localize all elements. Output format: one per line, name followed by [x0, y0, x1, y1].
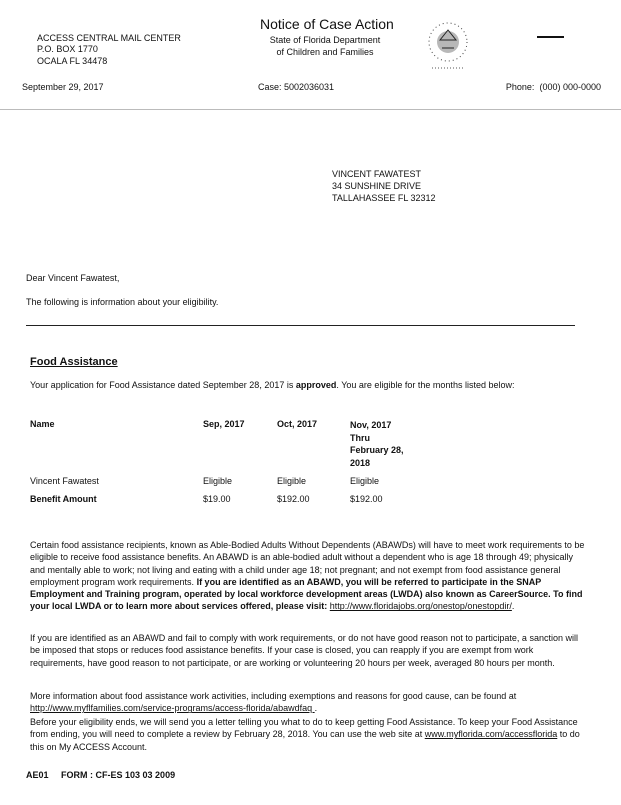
cell-value: $192.00	[277, 494, 310, 504]
state-seal-icon	[426, 20, 470, 72]
cell-value: $192.00	[350, 494, 383, 504]
floridajobs-link[interactable]: http://www.floridajobs.org/onestop/onestopdir/	[329, 601, 512, 612]
recipient-line: 34 SUNSHINE DRIVE	[332, 181, 422, 191]
approval-status: approved	[295, 380, 337, 390]
abawd-text: Certain food assistance recipients, known as Able-Bodied Adults Without Dependents (ABAWDs) will have to meet work requirements to be eligible to receive food assistance benefits. An ABAWD is an able-bodied adult without a dependent who is age 18 through 49; physically and mentally able to work; not living and eating with a child under age 18; not pregnant; and not exempt from food assistance general employment program work requirements.	[30, 540, 585, 587]
cell-name: Benefit Amount	[30, 494, 97, 504]
col-header-sep: Sep, 2017	[203, 419, 245, 429]
phone-number: (000) 000-0000	[539, 82, 601, 92]
col-header-oct: Oct, 2017	[277, 419, 318, 429]
notice-date: September 29, 2017	[22, 82, 104, 92]
abawd-end: .	[511, 601, 515, 612]
intro-divider	[26, 325, 575, 326]
approval-pre: Your application for Food Assistance dated September 28, 2017 is	[30, 380, 296, 390]
cell-value: $19.00	[203, 494, 231, 504]
form-footer	[26, 770, 175, 782]
abawd-faq-link[interactable]: http://www.myflfamilies.com/service-programs/access-florida/abawdfaq	[30, 703, 315, 714]
renewal-paragraph	[30, 716, 590, 753]
abawd-bold-text: If you are identified as an ABAWD, you will be referred to participate in the SNAP Employment and Training program, operated by local workforce development areas (LWDA) also known as CareerSource. To find your local LWDA or to learn more about services offered, please visit:	[30, 576, 583, 612]
header-line: 2018	[350, 457, 371, 468]
approval-post: . You are eligible for the months listed below:	[336, 380, 515, 390]
sender-line: P.O. BOX 1770	[37, 44, 98, 54]
header-line: Nov, 2017	[350, 420, 392, 430]
sanction-paragraph: If you are identified as an ABAWD and fail to comply with work requirements, or do not have good reason not to participate, a sanction will be imposed that stops or reduces food assistance benefits. If your case is closed, you can reapply if you are exempt from work requirements, have good reason to not participate, or are working or volunteering 20 hours per week, averaged 80 hours per month.	[30, 633, 578, 668]
phone	[506, 82, 601, 94]
header-divider	[0, 109, 621, 110]
col-header-nov	[350, 419, 404, 469]
renewal-text: Before your eligibility ends, we will send you a letter telling you what to do to keep getting Food Assistance. To keep your Food Assistance from ending, you will need to complete a review by February 28, 2018. You can use the web site at	[30, 717, 578, 740]
sender-line: ACCESS CENTRAL MAIL CENTER	[37, 33, 181, 43]
phone-label: Phone:	[505, 82, 535, 92]
agency-line-2: of Children and Families	[276, 47, 374, 57]
header-line: February 28,	[350, 445, 404, 455]
col-header-name: Name	[30, 419, 55, 429]
approval-text	[30, 379, 560, 391]
section-title: Food Assistance	[30, 356, 118, 368]
cell-value: Eligible	[203, 476, 233, 486]
notice-title: Notice of Case Action	[260, 16, 394, 32]
recipient-line: TALLAHASSEE FL 32312	[332, 193, 436, 203]
more-info-paragraph	[30, 690, 590, 715]
accessflorida-link[interactable]: www.myflorida.com/accessflorida	[424, 729, 558, 740]
cell-name: Vincent Fawatest	[30, 476, 99, 486]
footer-form: FORM : CF-ES 103 03 2009	[61, 770, 176, 780]
recipient-line: VINCENT FAWATEST	[332, 169, 422, 179]
more-info-end: .	[314, 703, 318, 714]
sender-line: OCALA FL 34478	[37, 56, 108, 66]
cell-value: Eligible	[277, 476, 307, 486]
intro: The following is information about your eligibility.	[26, 297, 219, 307]
renewal-end: to do this on My ACCESS Account.	[30, 729, 580, 752]
abawd-paragraph	[30, 539, 590, 613]
more-info-text: More information about food assistance work activities, including exemptions and reasons for good cause, can be found at	[30, 691, 517, 701]
agency-line-1: State of Florida Department	[269, 35, 381, 45]
cell-value: Eligible	[350, 476, 380, 486]
case-number: Case: 5002036031	[258, 82, 335, 92]
greeting: Dear Vincent Fawatest,	[26, 273, 120, 283]
dash-mark	[537, 36, 564, 38]
footer-code: AE01	[26, 770, 49, 780]
header-line: Thru	[350, 432, 370, 443]
